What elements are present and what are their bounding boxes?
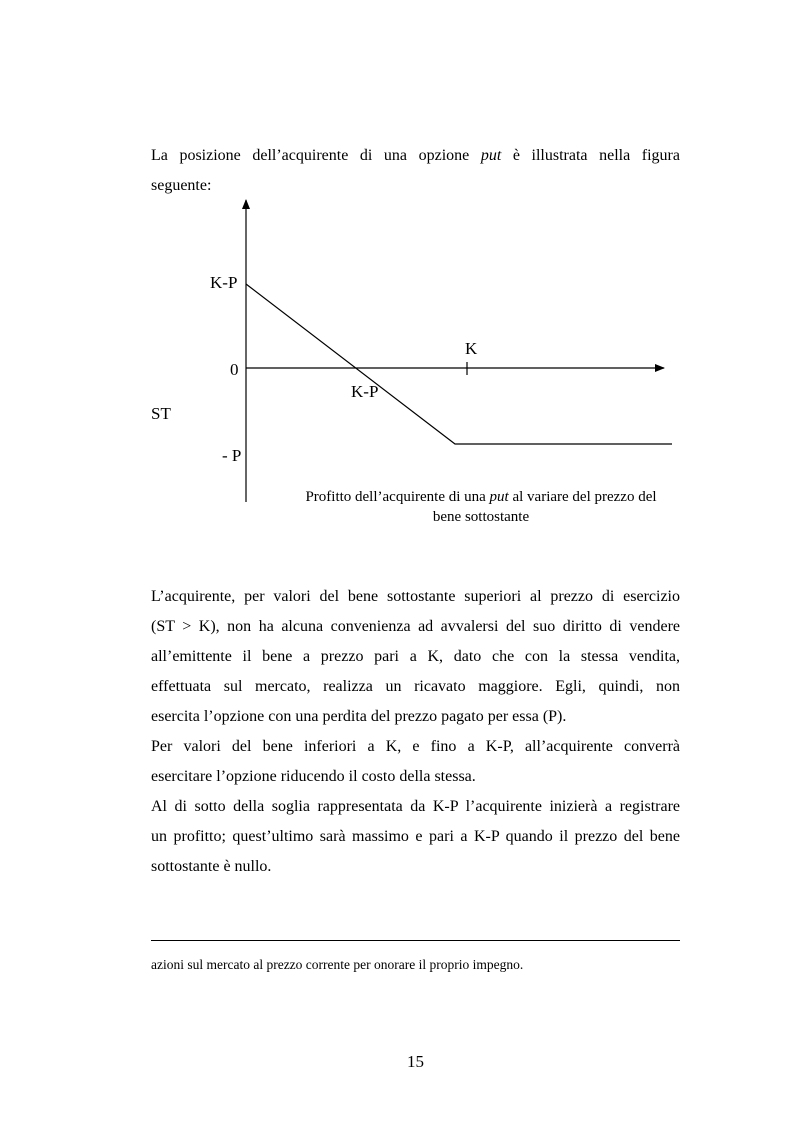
body-line: Al di sotto della soglia rappresentata da K-P l’acquirente inizierà a registrare: [151, 798, 680, 815]
body-line: L’acquirente, per valori del bene sottostante superiori al prezzo di esercizio: [151, 588, 680, 605]
y-axis-title: ST: [151, 404, 171, 423]
x-tick-label-k: K: [465, 339, 478, 358]
body-paragraph: [151, 582, 680, 882]
body-line: (ST > K), non ha alcuna convenienza ad avvalersi del suo diritto di vendere: [151, 618, 680, 635]
body-line: esercita l’opzione con una perdita del prezzo pagato per essa (P).: [151, 708, 567, 725]
caption-italic-put: put: [489, 489, 509, 505]
intro-italic-put: put: [480, 147, 502, 164]
body-line: un profitto; quest’ultimo sarà massimo e pari a K-P quando il prezzo del bene: [151, 828, 680, 845]
intro-text-after: è illustrata nella figura: [501, 147, 680, 164]
figure-caption: [280, 487, 682, 527]
intro-line-2: seguente:: [151, 177, 212, 194]
body-line: esercitare l’opzione riducendo il costo della stessa.: [151, 768, 476, 785]
intro-text-before: La posizione dell’acquirente di una opzione: [151, 147, 481, 164]
body-line: all’emittente il bene a prezzo pari a K, dato che con la stessa vendita,: [151, 648, 680, 665]
x-tick-label-kp: K-P: [351, 382, 379, 401]
caption-text-before: Profitto dell’acquirente di una: [305, 489, 490, 505]
footnote-text: azioni sul mercato al prezzo corrente per onorare il proprio impegno.: [151, 957, 524, 972]
y-tick-label-zero: 0: [230, 360, 239, 379]
footnote-divider: [151, 940, 680, 941]
y-tick-label-kp: K-P: [210, 273, 238, 292]
page-number: 15: [407, 1052, 424, 1071]
payoff-chart: [0, 0, 795, 560]
body-line: Per valori del bene inferiori a K, e fino a K-P, all’acquirente converrà: [151, 738, 680, 755]
payoff-series-line: [246, 284, 672, 444]
body-line: effettuata sul mercato, realizza un ricavato maggiore. Egli, quindi, non: [151, 678, 680, 695]
body-line: sottostante è nullo.: [151, 858, 272, 875]
y-tick-label-minus-p: - P: [222, 446, 242, 465]
caption-text-after: al variare del prezzo del: [508, 489, 657, 505]
caption-line-2: bene sottostante: [432, 509, 530, 525]
